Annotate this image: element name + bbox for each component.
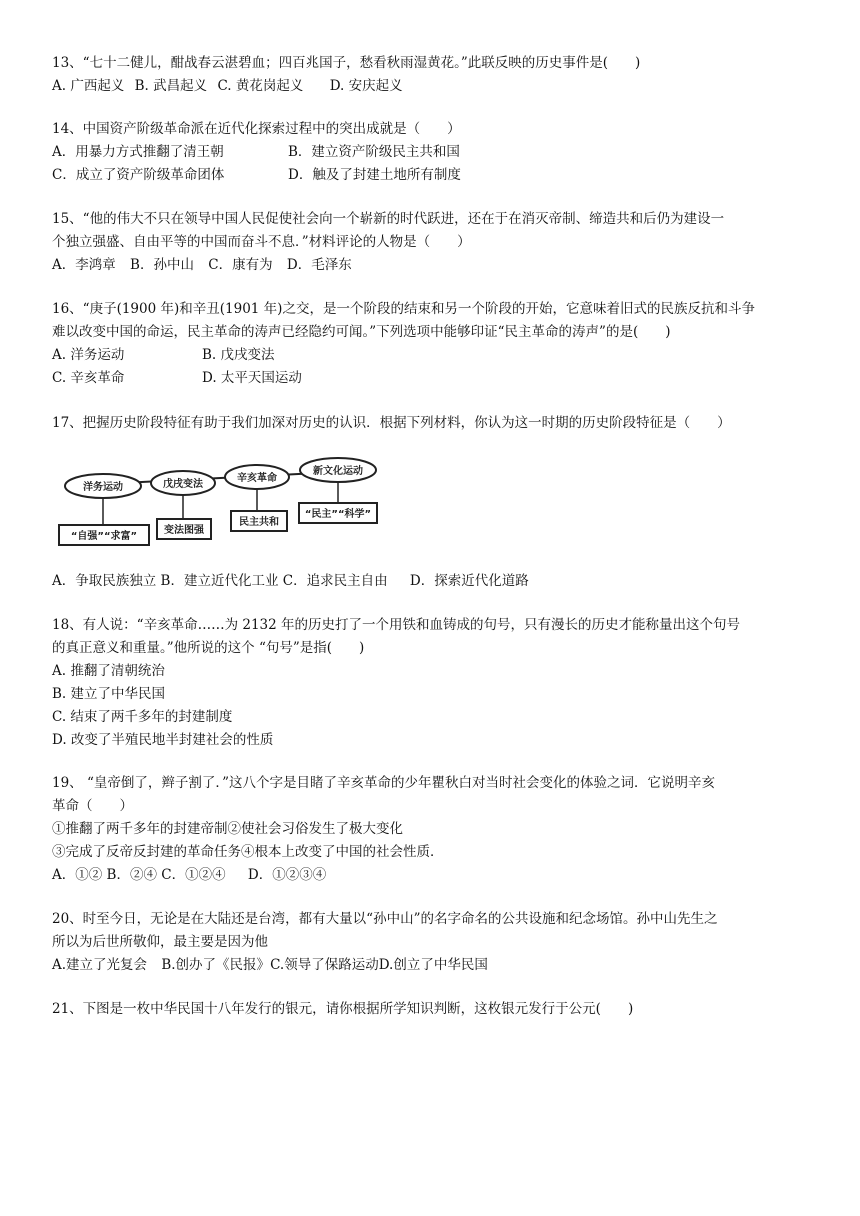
option-a: A．①② xyxy=(52,867,103,883)
option-b: B.创办了《民报》 xyxy=(161,957,271,973)
option-c: C.领导了保路运动 xyxy=(270,957,379,973)
option-d: D．毛泽东 xyxy=(286,257,352,273)
question-stem-line: 18、有人说：“辛亥革命……为 2132 年的历史打了一个用铁和血铸成的句号，只有漫长的历史才能称量出这个句号 xyxy=(52,617,741,633)
question-stem: 17、把握历史阶段特征有助于我们加深对历史的认识．根据下列材料，你认为这一时期的历史阶段特征是（ ） xyxy=(52,415,731,431)
question-21 xyxy=(52,998,812,1021)
question-stem: 14、中国资产阶级革命派在近代化探索过程中的突出成就是（ ） xyxy=(52,121,461,137)
option-a: A．用暴力方式推翻了清王朝 xyxy=(52,144,224,160)
option-b: B．②④ xyxy=(106,867,157,883)
option-d: D.创立了中华民国 xyxy=(378,957,488,973)
options-row xyxy=(52,344,812,367)
option-d: D．触及了封建土地所有制度 xyxy=(288,167,461,183)
slogan-label-1: “自强”“求富” xyxy=(70,531,138,542)
question-20 xyxy=(52,908,812,977)
option-c: C. 辛亥革命 xyxy=(52,370,125,386)
question-stem-line: 革命（ ） xyxy=(52,798,133,814)
options-row xyxy=(52,164,812,187)
event-label-1: 洋务运动 xyxy=(83,482,123,493)
question-18 xyxy=(52,614,812,752)
option-b: B．建立资产阶级民主共和国 xyxy=(288,144,460,160)
question-16 xyxy=(52,298,812,390)
event-label-2: 戊戌变法 xyxy=(163,479,203,490)
option-c: C．成立了资产阶级革命团体 xyxy=(52,167,225,183)
option-a: A．李鸿章 xyxy=(52,257,116,273)
option-a: A.建立了光复会 xyxy=(52,957,148,973)
statement-line: ①推翻了两千多年的封建帝制②使社会习俗发生了极大变化 xyxy=(52,821,403,837)
option-c: C. 结束了两千多年的封建制度 xyxy=(52,709,233,725)
question-17 xyxy=(52,412,812,435)
history-flow-diagram xyxy=(55,453,380,559)
question-stem-line: 难以改变中国的命运，民主革命的涛声已经隐约可闻。”下列选项中能够印证“民主革命的涛声”的是( ) xyxy=(52,324,671,340)
option-d: D. 安庆起义 xyxy=(329,78,403,94)
option-d: D．探索近代化道路 xyxy=(409,573,529,589)
question-stem-line: 的真正意义和重量。”他所说的这个 “句号”是指( ) xyxy=(52,640,365,656)
diagram-svg xyxy=(55,453,380,559)
question-stem-line: 19、 “皇帝倒了，辫子割了．”这八个字是目睹了辛亥革命的少年瞿秋白对当时社会变化的体验之词．它说明辛亥 xyxy=(52,775,716,791)
option-b: B. 武昌起义 xyxy=(134,78,208,94)
question-14 xyxy=(52,118,812,187)
option-d: D. 改变了半殖民地半封建社会的性质 xyxy=(52,732,274,748)
question-stem-line: 个独立强盛、自由平等的中国而奋斗不息．”材料评论的人物是（ ） xyxy=(52,234,471,250)
question-stem: 13、“七十二健儿，酣战春云湛碧血；四百兆国子，愁看秋雨湿黄花。”此联反映的历史事件是( ) xyxy=(52,55,641,71)
option-b: B．建立近代化工业 xyxy=(160,573,279,589)
options-row xyxy=(52,367,812,390)
question-stem: 21、下图是一枚中华民国十八年发行的银元，请你根据所学知识判断，这枚银元发行于公元( ) xyxy=(52,1001,634,1017)
statement-line: ③完成了反帝反封建的革命任务④根本上改变了中国的社会性质． xyxy=(52,844,444,860)
option-a: A．争取民族独立 xyxy=(52,573,157,589)
option-c: C. 黄花岗起义 xyxy=(217,78,304,94)
option-d: D. 太平天国运动 xyxy=(202,370,302,386)
option-c: C．追求民主自由 xyxy=(282,573,388,589)
options-row xyxy=(52,864,812,887)
options-row xyxy=(52,570,812,593)
option-b: B. 戊戌变法 xyxy=(202,347,275,363)
question-stem-line: 20、时至今日，无论是在大陆还是台湾，都有大量以“孙中山”的名字命名的公共设施和纪念场馆。孙中山先生之 xyxy=(52,911,718,927)
slogan-label-3: 民主共和 xyxy=(239,517,279,528)
question-15 xyxy=(52,208,812,277)
options-row xyxy=(52,141,812,164)
slogan-label-2: 变法图强 xyxy=(164,525,204,536)
option-c: C．①②④ xyxy=(161,867,226,883)
option-d: D．①②③④ xyxy=(247,867,327,883)
question-stem-line: 15、“他的伟大不只在领导中国人民促使社会向一个崭新的时代跃进，还在于在消灭帝制、缔造共和后仍为建设一 xyxy=(52,211,725,227)
question-13 xyxy=(52,52,812,98)
slogan-label-4: “民主”“科学” xyxy=(304,509,372,520)
question-19 xyxy=(52,772,812,887)
option-a: A. 广西起义 xyxy=(52,78,125,94)
event-label-3: 辛亥革命 xyxy=(237,473,277,484)
question-stem-line: 16、“庚子(1900 年)和辛丑(1901 年)之交，是一个阶段的结束和另一个阶段的开始，它意味着旧式的民族反抗和斗争 xyxy=(52,301,755,317)
options-row xyxy=(52,954,812,977)
option-a: A. 洋务运动 xyxy=(52,347,125,363)
event-label-4: 新文化运动 xyxy=(313,466,363,477)
option-a: A. 推翻了清朝统治 xyxy=(52,663,165,679)
question-17-options xyxy=(52,570,812,593)
options-row xyxy=(52,75,812,98)
option-c: C．康有为 xyxy=(208,257,273,273)
question-stem-line: 所以为后世所敬仰，最主要是因为他 xyxy=(52,934,268,950)
options-row xyxy=(52,254,812,277)
option-b: B. 建立了中华民国 xyxy=(52,686,166,702)
option-b: B．孙中山 xyxy=(130,257,194,273)
